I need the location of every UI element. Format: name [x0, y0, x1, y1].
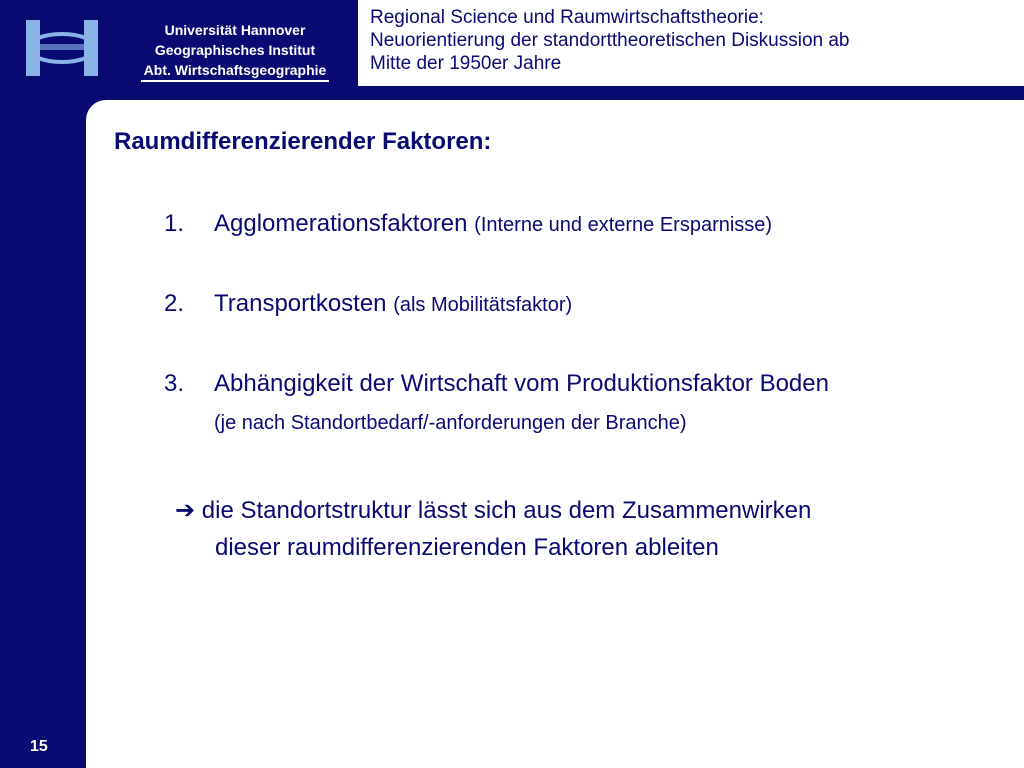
header-title-line-3: Mitte der 1950er Jahre: [370, 53, 562, 74]
page-number: 15: [30, 738, 48, 755]
list-item-text: Transportkosten: [214, 290, 387, 317]
header-rule: [86, 86, 1024, 100]
logo-area: [0, 0, 112, 86]
list-item-3: [164, 370, 984, 435]
institution-line-2: Geographisches Institut: [154, 42, 316, 58]
list-item-note: (als Mobilitätsfaktor): [393, 294, 573, 316]
conclusion-line-1: die Standortstruktur lässt sich aus dem Zusammenwirken: [201, 497, 812, 524]
institution-line-3: Abt. Wirtschaftsgeographie: [141, 60, 330, 82]
left-sidebar: [0, 0, 86, 768]
arrow-right-icon: ➔: [175, 497, 196, 524]
institution-box: [112, 0, 358, 86]
university-logo-icon: [20, 16, 104, 78]
list-item-text: Abhängigkeit der Wirtschaft vom Produktionsfaktor Boden: [214, 370, 829, 397]
list-item-number: 3.: [164, 370, 185, 397]
slide-title: Raumdifferenzierender Faktoren:: [114, 128, 492, 155]
header-title-line-2: Neuorientierung der standorttheoretischen Diskussion ab: [370, 30, 850, 51]
conclusion-line-2: dieser raumdifferenzierenden Faktoren ableiten: [215, 534, 719, 561]
list-item-number: 1.: [164, 210, 185, 237]
list-item-2: [164, 290, 984, 318]
list-item-note: (Interne und externe Ersparnisse): [474, 214, 773, 236]
list-item-1: [164, 210, 984, 238]
header-title: [370, 6, 1010, 75]
institution-line-1: Universität Hannover: [164, 22, 306, 38]
list-item-note: (je nach Standortbedarf/-anforderungen der Branche): [214, 412, 687, 434]
conclusion: [175, 492, 975, 566]
list-item-text: Agglomerationsfaktoren: [214, 210, 468, 237]
list-item-number: 2.: [164, 290, 185, 317]
header-title-line-1: Regional Science und Raumwirtschaftstheorie:: [370, 7, 764, 28]
